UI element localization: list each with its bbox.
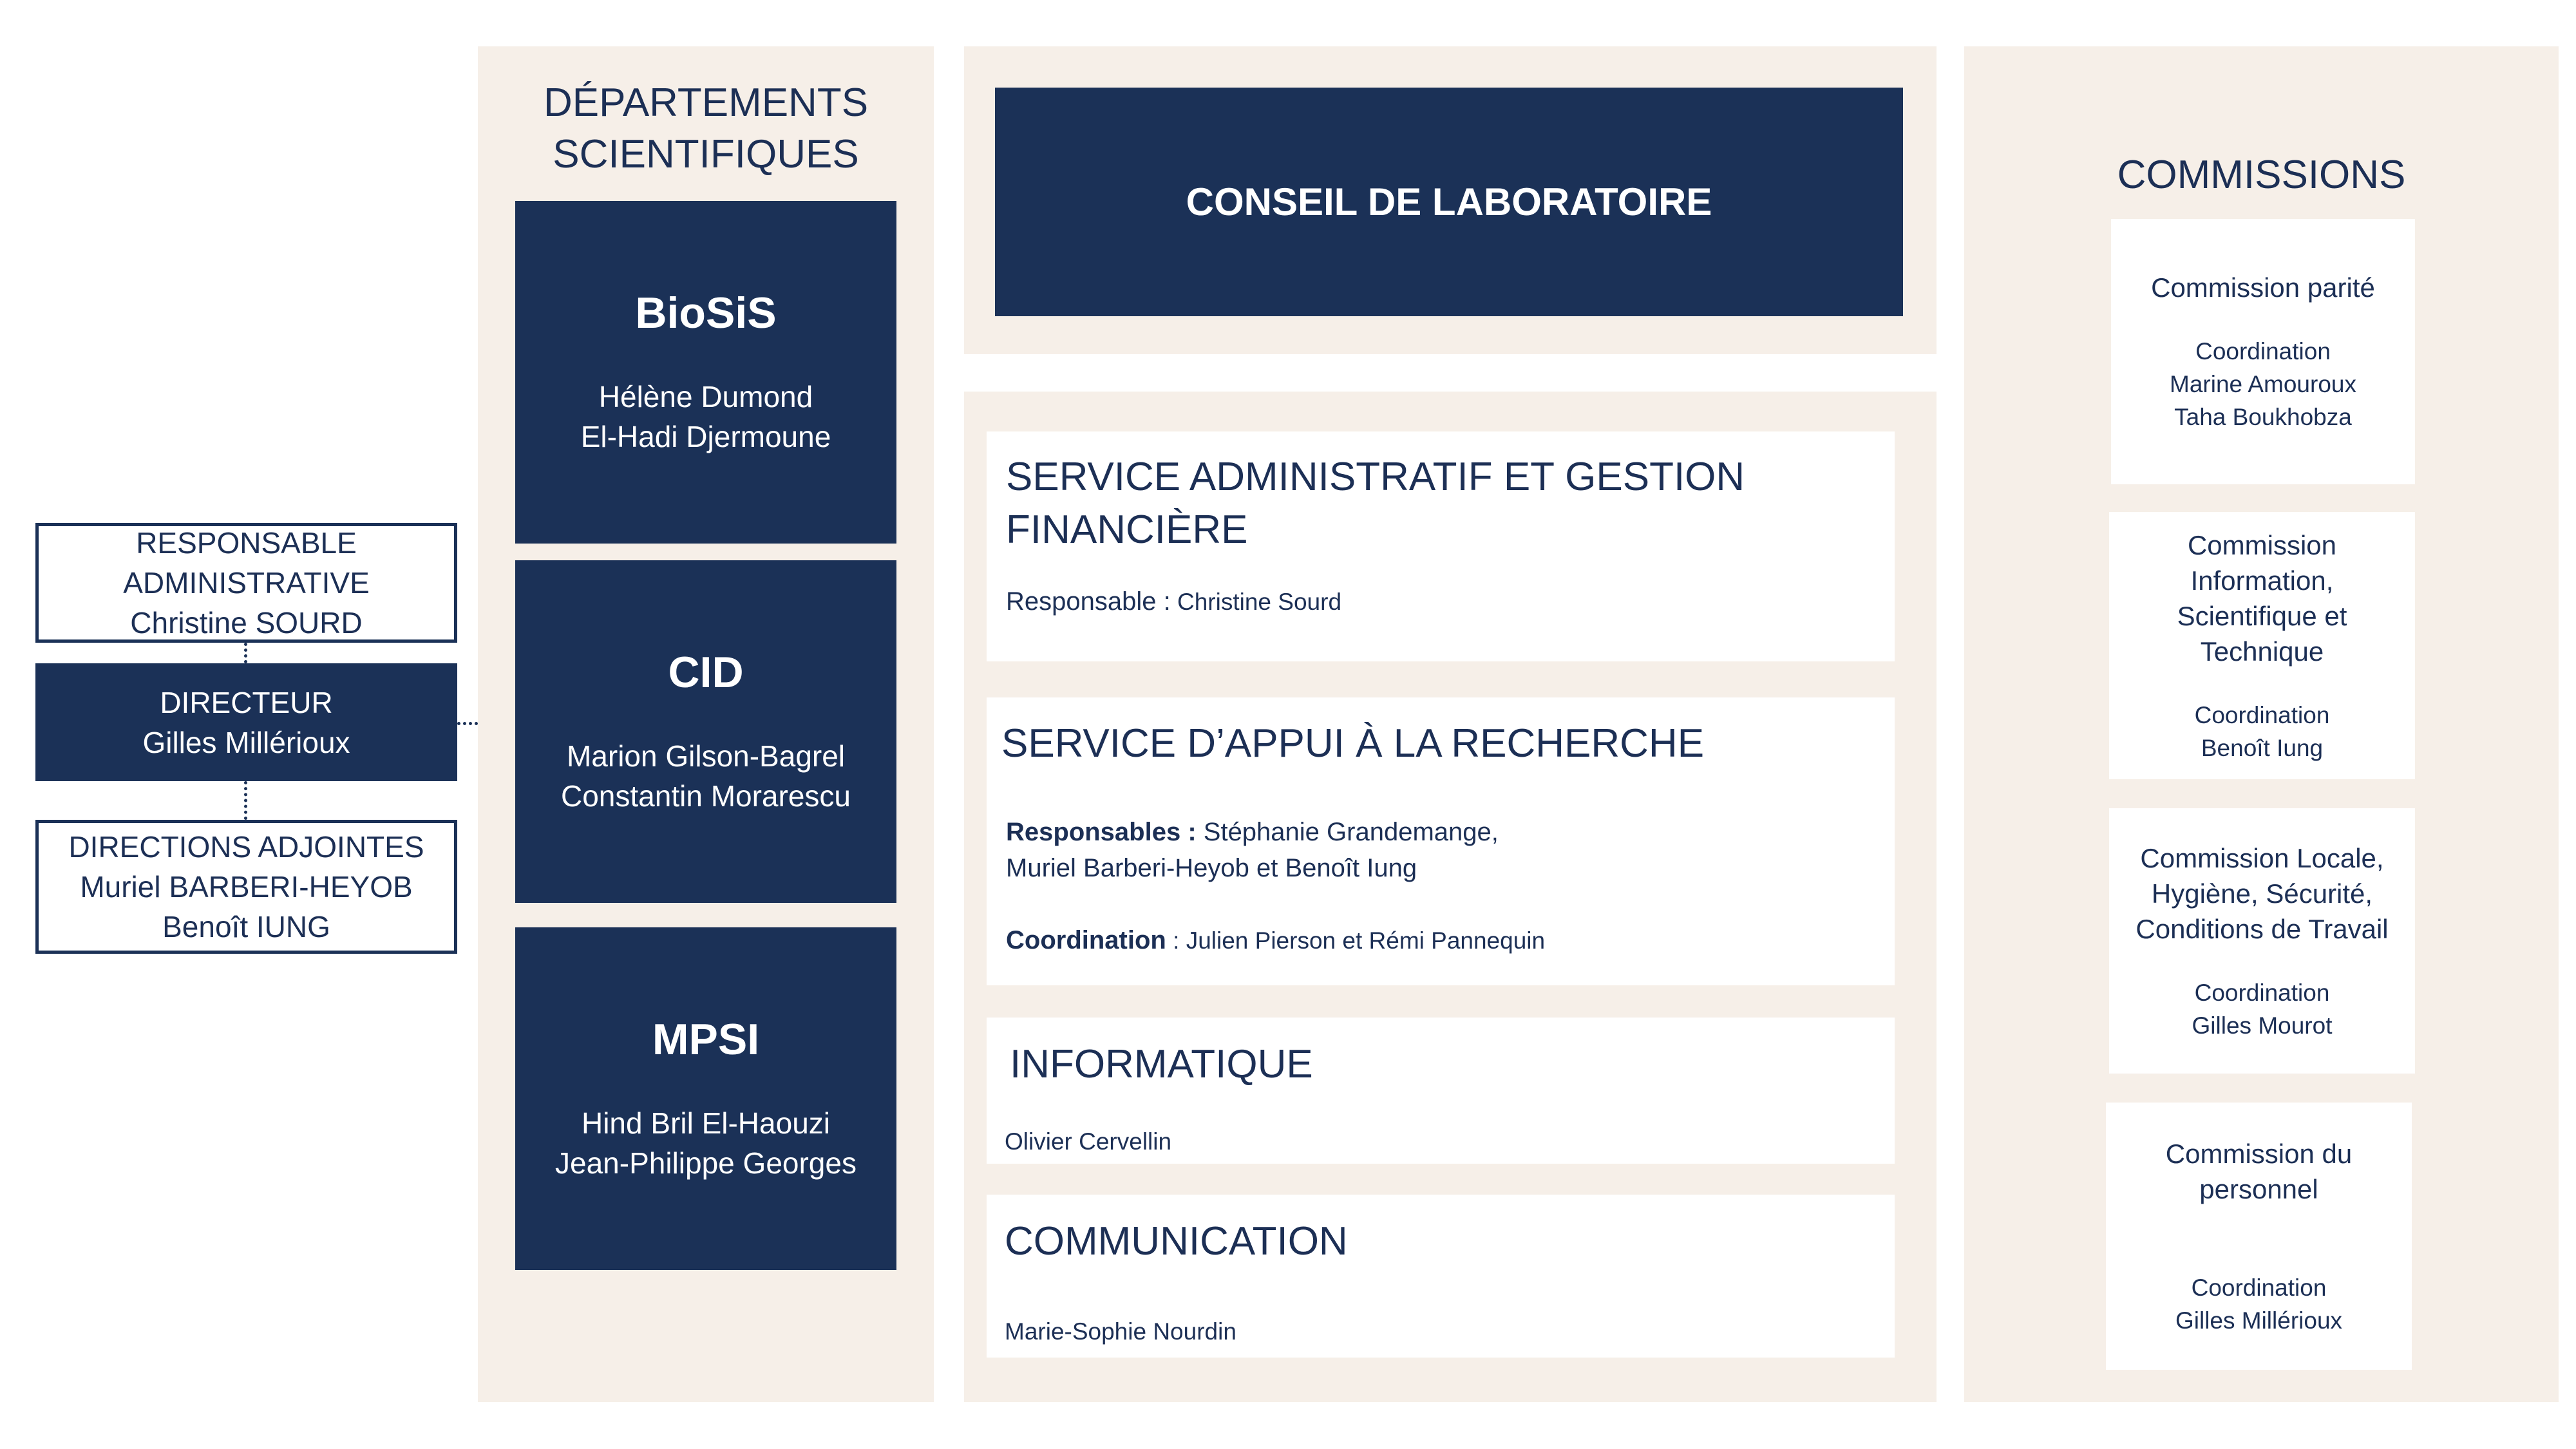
department-card-cid: [515, 560, 896, 903]
departements-title-line-2: SCIENTIFIQUES: [553, 132, 859, 176]
department-name: BioSiS: [635, 289, 777, 337]
conseil-de-laboratoire-box: [995, 88, 1903, 316]
responsables-names: Stéphanie Grandemange,: [1196, 818, 1499, 846]
commission-name: Commission parité: [2151, 272, 2375, 303]
informatique-person: [1005, 1124, 1880, 1160]
coordination-label: Coordination: [1006, 926, 1166, 954]
service-title-line: FINANCIÈRE: [1006, 507, 1248, 552]
department-card-biosis: [515, 201, 896, 544]
connector-directeur-right: [457, 722, 478, 725]
coordination-label: Coordination: [2191, 1274, 2327, 1301]
informatique-title: [1010, 1038, 1873, 1091]
responsable-role-line-2: ADMINISTRATIVE: [123, 566, 370, 600]
departements-title-line-1: DÉPARTEMENTS: [543, 80, 869, 125]
department-person: El-Hadi Djermoune: [580, 420, 831, 453]
service-appui-responsables: [1006, 814, 1882, 886]
department-card-mpsi: [515, 927, 896, 1270]
adjoints-role: DIRECTIONS ADJOINTES: [68, 830, 424, 864]
service-title-line: SERVICE ADMINISTRATIF ET GESTION: [1006, 455, 1745, 499]
commission-name: Conditions de Travail: [2136, 913, 2389, 944]
directeur-name: Gilles Millérioux: [142, 725, 350, 759]
service-title-line: INFORMATIQUE: [1010, 1042, 1313, 1086]
department-person: Marion Gilson-Bagrel: [566, 739, 846, 773]
service-title-line: COMMUNICATION: [1005, 1219, 1348, 1264]
coordinator-name: Marine Amouroux: [2170, 371, 2356, 397]
commission-card-parite: [2111, 219, 2415, 484]
commission-card-information: [2109, 512, 2415, 779]
adjoints-name-1: Muriel BARBERI-HEYOB: [80, 870, 413, 904]
directeur-box: [35, 663, 457, 781]
commissions-title: [1964, 149, 2559, 201]
responsable-label: Responsable :: [1006, 587, 1171, 616]
commission-name: Information,: [2190, 565, 2334, 596]
coordinator-name: Gilles Millérioux: [2175, 1307, 2343, 1334]
communication-name: Marie-Sophie Nourdin: [1005, 1318, 1236, 1345]
service-administratif-responsable: [1006, 583, 1882, 620]
service-appui-coordination: [1006, 922, 1882, 959]
coordination-label: Coordination: [2194, 979, 2330, 1006]
commission-name: Commission du: [2165, 1138, 2353, 1169]
service-appui-title: [1001, 717, 1884, 770]
conseil-title: CONSEIL DE LABORATOIRE: [1186, 180, 1712, 223]
commission-name: Commission: [2187, 529, 2337, 560]
responsables-names-2: Muriel Barberi-Heyob et Benoît Iung: [1006, 854, 1417, 882]
departements-title: [478, 77, 934, 180]
responsable-role-line-1: RESPONSABLE: [136, 526, 357, 560]
coordination-label: Coordination: [2195, 338, 2331, 365]
department-person: Constantin Morarescu: [561, 779, 851, 813]
responsable-name: Christine SOURD: [130, 606, 363, 639]
department-name: CID: [668, 648, 744, 697]
adjoints-name-2: Benoît IUNG: [162, 910, 330, 943]
service-administratif-title: [1006, 451, 1882, 556]
commission-name: Hygiène, Sécurité,: [2151, 878, 2373, 909]
commission-name: personnel: [2199, 1173, 2318, 1204]
department-person: Jean-Philippe Georges: [555, 1146, 857, 1180]
connector-directeur-up: [244, 643, 247, 663]
commission-name: Scientifique et: [2177, 600, 2347, 631]
commission-card-hygiene-securite: [2109, 808, 2415, 1074]
commissions-title-text: COMMISSIONS: [2117, 153, 2406, 197]
commission-card-personnel: [2106, 1103, 2412, 1370]
responsables-label: Responsables :: [1006, 818, 1197, 846]
coordinator-name: Taha Boukhobza: [2174, 404, 2352, 430]
responsable-name: Christine Sourd: [1170, 589, 1342, 615]
department-person: Hélène Dumond: [598, 380, 813, 413]
service-title-line: SERVICE D’APPUI À LA RECHERCHE: [1001, 721, 1705, 766]
commission-name: Commission Locale,: [2140, 842, 2384, 873]
coordination-names: : Julien Pierson et Rémi Pannequin: [1166, 927, 1546, 954]
coordinator-name: Benoît Iung: [2201, 734, 2324, 761]
responsable-administrative-box: [35, 523, 457, 643]
informatique-name: Olivier Cervellin: [1005, 1128, 1172, 1155]
communication-title: [1005, 1215, 1880, 1268]
coordinator-name: Gilles Mourot: [2192, 1012, 2333, 1039]
department-person: Hind Bril El-Haouzi: [581, 1106, 830, 1140]
department-name: MPSI: [652, 1015, 760, 1064]
directions-adjointes-box: [35, 820, 457, 954]
connector-directeur-down: [244, 781, 247, 820]
commission-name: Technique: [2200, 636, 2324, 667]
directeur-role: DIRECTEUR: [160, 685, 333, 719]
communication-person: [1005, 1314, 1880, 1350]
coordination-label: Coordination: [2194, 701, 2330, 728]
